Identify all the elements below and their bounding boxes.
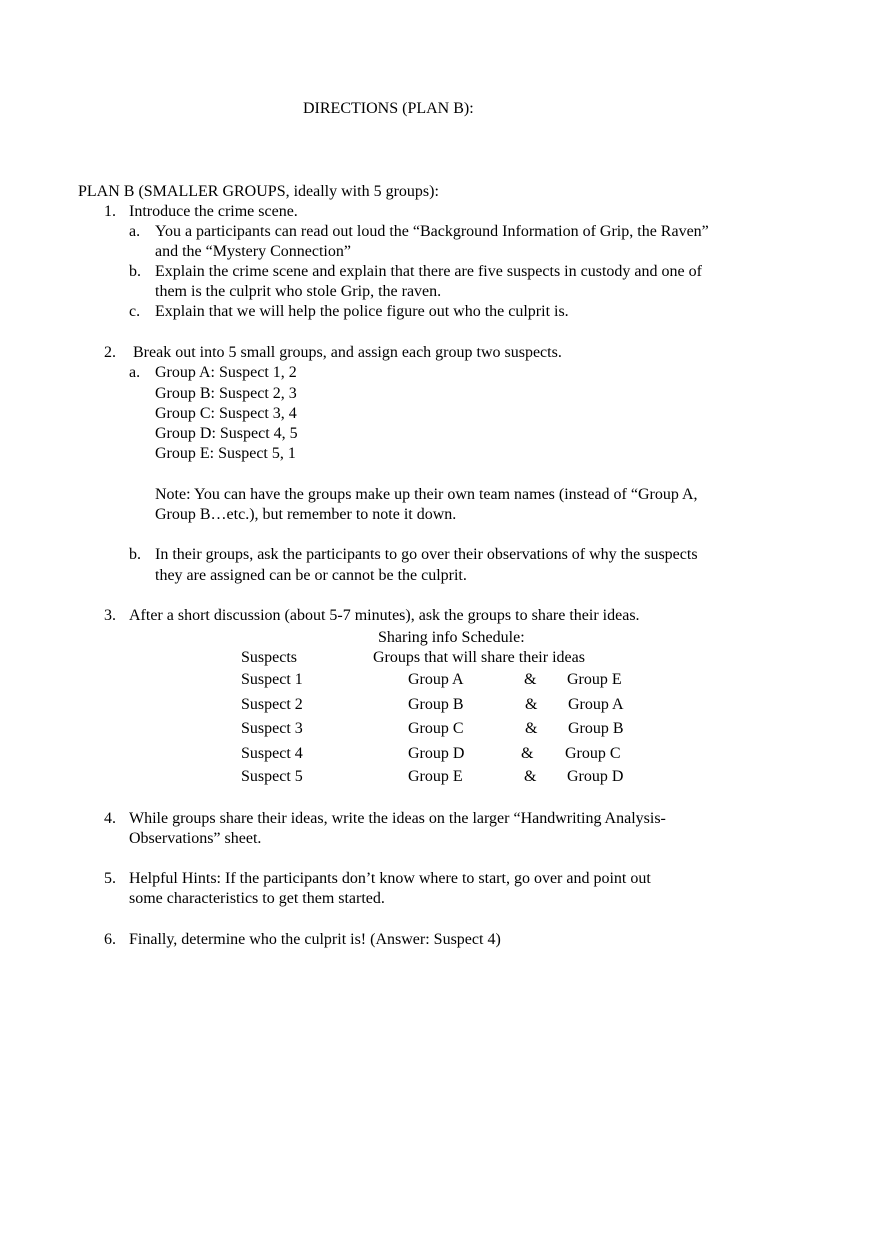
step-number: 3. <box>104 607 116 624</box>
group-cell: Group D <box>567 768 624 785</box>
ampersand: & <box>525 696 538 713</box>
substep-label: c. <box>129 303 141 320</box>
group-cell: Group B <box>568 720 624 737</box>
plan-heading: PLAN B (SMALLER GROUPS, ideally with 5 groups): <box>78 183 439 200</box>
note-text: Note: You can have the groups make up their own team names (instead of “Group A, <box>155 486 698 503</box>
group-cell: Group E <box>408 768 463 785</box>
suspect-cell: Suspect 2 <box>241 696 303 713</box>
group-cell: Group B <box>408 696 464 713</box>
suspect-cell: Suspect 4 <box>241 745 303 762</box>
substep-label: a. <box>129 364 141 381</box>
step-text: Finally, determine who the culprit is! (Answer: Suspect 4) <box>129 931 501 948</box>
group-cell: Group D <box>408 745 465 762</box>
substep-label: a. <box>129 223 141 240</box>
substep-text: them is the culprit who stole Grip, the raven. <box>155 283 442 300</box>
group-cell: Group A <box>568 696 624 713</box>
substep-text: Explain that we will help the police figure out who the culprit is. <box>155 303 569 320</box>
step-text: After a short discussion (about 5-7 minutes), ask the groups to share their ideas. <box>129 607 640 624</box>
substep-text: and the “Mystery Connection” <box>155 243 351 260</box>
step-number: 6. <box>104 931 116 948</box>
step-text: Introduce the crime scene. <box>129 203 298 220</box>
group-cell: Group C <box>565 745 621 762</box>
suspect-cell: Suspect 5 <box>241 768 303 785</box>
step-number: 5. <box>104 870 116 887</box>
suspect-cell: Suspect 1 <box>241 671 303 688</box>
substep-label: b. <box>129 263 141 280</box>
step-number: 4. <box>104 810 116 827</box>
group-assignment: Group A: Suspect 1, 2 <box>155 364 297 381</box>
schedule-title: Sharing info Schedule: <box>378 629 525 646</box>
group-cell: Group A <box>408 671 464 688</box>
ampersand: & <box>524 671 537 688</box>
step-text: Observations” sheet. <box>129 830 262 847</box>
step-number: 1. <box>104 203 116 220</box>
step-text: Helpful Hints: If the participants don’t know where to start, go over and point out <box>129 870 651 887</box>
group-assignment: Group E: Suspect 5, 1 <box>155 445 296 462</box>
substep-text: You a participants can read out loud the “Background Information of Grip, the Raven” <box>155 223 709 240</box>
step-text: While groups share their ideas, write the ideas on the larger “Handwriting Analysis- <box>129 810 666 827</box>
group-cell: Group C <box>408 720 464 737</box>
page-title: DIRECTIONS (PLAN B): <box>303 100 474 117</box>
suspect-cell: Suspect 3 <box>241 720 303 737</box>
ampersand: & <box>525 720 538 737</box>
step-text: some characteristics to get them started. <box>129 890 385 907</box>
group-assignment: Group C: Suspect 3, 4 <box>155 405 297 422</box>
ampersand: & <box>524 768 537 785</box>
group-assignment: Group B: Suspect 2, 3 <box>155 385 297 402</box>
column-header-suspects: Suspects <box>241 649 297 666</box>
group-cell: Group E <box>567 671 622 688</box>
ampersand: & <box>521 745 534 762</box>
column-header-groups: Groups that will share their ideas <box>373 649 585 666</box>
group-assignment: Group D: Suspect 4, 5 <box>155 425 298 442</box>
substep-text: Explain the crime scene and explain that there are five suspects in custody and one of <box>155 263 702 280</box>
step-text: Break out into 5 small groups, and assign each group two suspects. <box>133 344 562 361</box>
step-number: 2. <box>104 344 116 361</box>
note-text: Group B…etc.), but remember to note it down. <box>155 506 457 523</box>
substep-label: b. <box>129 546 141 563</box>
substep-text: In their groups, ask the participants to go over their observations of why the suspects <box>155 546 698 563</box>
substep-text: they are assigned can be or cannot be the culprit. <box>155 567 467 584</box>
